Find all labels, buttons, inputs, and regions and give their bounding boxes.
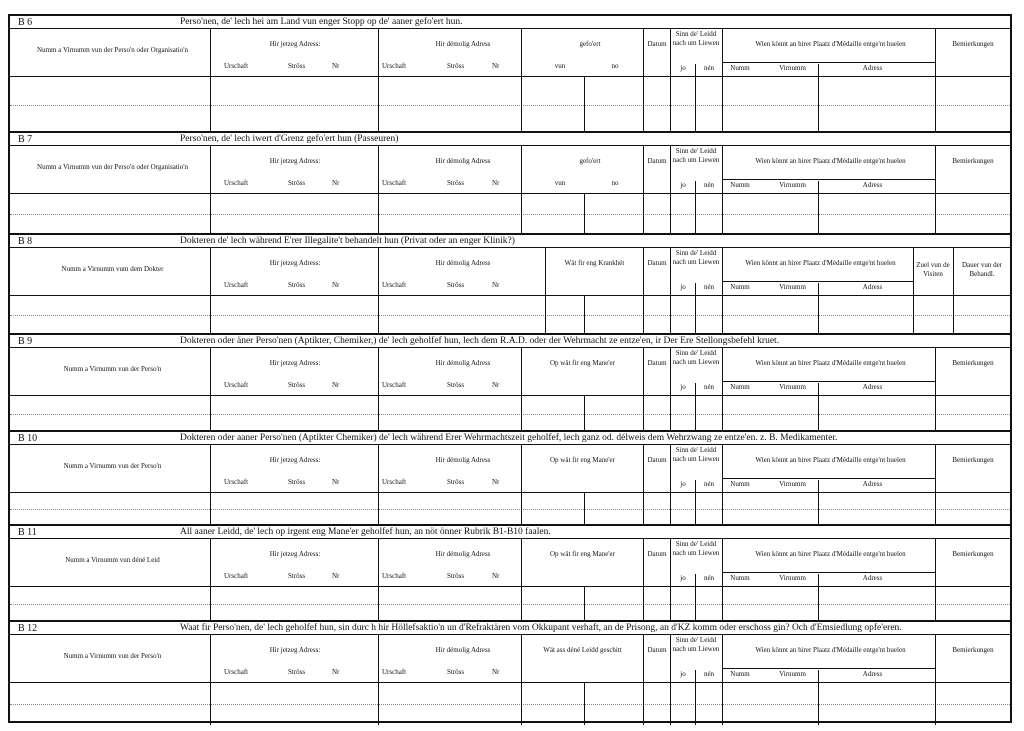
alive-header: Sinn de' Leidd nach um Liewen [672,636,720,653]
current-address-header: Hir jetzeg Adress: [269,646,321,654]
medal-name-subheader: Numm [730,283,750,291]
yes-subheader: jo [680,64,686,72]
medal-header: Wien könnt an hirer Plaatz d'Médaille entge'nt huelen [755,550,906,558]
medal-name-subheader: Numm [730,181,750,189]
former-address-header: Hir démolig Adress [435,646,491,654]
section-b12 [8,620,1012,723]
column-divider [722,28,723,133]
medal-address-subheader: Adress [862,181,883,189]
title-rule [10,538,1010,539]
extra-column-header: gefo'ert [579,157,601,165]
medal-address-subheader: Adress [862,283,883,291]
column-divider [695,480,696,526]
column-divider [584,492,585,526]
medal-address-subheader: Adress [862,480,883,488]
current-address-header: Hir jetzeg Adress: [269,157,321,165]
column-divider [722,538,723,622]
section-b9 [8,333,1012,430]
column-divider [584,682,585,725]
column-divider [913,247,914,335]
medal-first-subheader: Virnumm [779,181,806,189]
extra-column-header: Op wät fir eng Mane'er [549,550,615,558]
medal-first-subheader: Virnumm [779,283,806,291]
column-divider [935,444,936,526]
address-subheader: Urschaft [224,572,249,580]
column-divider [670,444,671,526]
alive-header: Sinn de' Leidd nach um Liewen [672,349,720,366]
date-header: Datum [647,456,667,464]
medal-first-subheader: Virnumm [779,64,806,72]
section-b7 [8,131,1012,233]
column-divider [722,444,723,526]
address-subheader: Nr [492,572,500,580]
column-divider [670,634,671,725]
remarks-header: Bemierkungen [952,550,994,558]
column-divider [695,64,696,133]
address-subheader: Urschaft [224,281,249,289]
section-b10 [8,430,1012,524]
column-divider [818,480,819,526]
column-divider [378,347,379,432]
title-rule [10,145,1010,146]
address-subheader: Ströss [447,281,465,289]
section-title: Perso'nen, de' lech iwert d'Grenz gefo'ert hun (Passeuren) [180,134,399,144]
section-code: B 6 [18,17,33,28]
section-title: Perso'nen, de' lech hei am Land vun enger Stopp op de' aaner gefo'ert hun. [180,17,463,27]
medal-subrule [722,179,935,180]
medal-subrule [722,572,935,573]
header-rule [10,395,1010,396]
former-address-header: Hir démolig Adress [435,456,491,464]
date-header: Datum [647,550,667,558]
former-address-header: Hir démolig Adress [435,259,491,267]
header-rule [10,682,1010,683]
remarks-header: Bemierkungen [952,359,994,367]
column-divider [584,586,585,622]
address-subheader: Ströss [288,381,306,389]
date-header: Datum [647,40,667,48]
title-rule [10,347,1010,348]
medal-address-subheader: Adress [862,64,883,72]
address-subheader: Nr [492,62,500,70]
column-divider [818,283,819,335]
medal-header: Wien könnt an hirer Plaatz d'Médaille entge'nt huelen [755,40,906,48]
section-code: B 11 [18,527,37,538]
extra-column-header: Wät ass déné Leidd geschitt [543,646,622,654]
section-title: Waat fir Perso'nen, de' lech geholfef hun, sin durc h hir Höllefsaktio'n un d'Refraktären vom Okkupant verhaft, an de Prisong, an d'KZ komm oder erschoss gin? Och d'Emsiedlung opfe'eren. [180,623,902,633]
entry-row-line [10,414,1010,415]
extra-column-header: gefo'ert [579,40,601,48]
no-subheader: nén [703,181,715,189]
section-code: B 10 [18,433,38,444]
title-rule [10,634,1010,635]
section-b6 [8,14,1012,131]
alive-header: Sinn de' Leidd nach um Liewen [672,446,720,463]
address-subheader: Nr [332,179,340,187]
no-subheader: nén [703,383,715,391]
column-divider [695,670,696,725]
address-subheader: Urschaft [382,668,407,676]
name-column-header: Numm a Virnumm vun der Perso'n [63,652,162,660]
column-divider [818,574,819,622]
name-column-header: Numm a Virnumm vun der Perso'n [63,365,162,373]
column-divider [584,295,585,335]
column-divider [695,181,696,235]
no-subheader: nén [703,64,715,72]
column-divider [722,347,723,432]
column-divider [210,347,211,432]
former-address-header: Hir démolig Adress [435,40,491,48]
alive-header: Sinn de' Leidd nach um Liewen [672,540,720,557]
section-title: Dokteren de' lech während E'rer Illegalite't behandelt hun (Privat oder an enger Klinik?) [180,236,515,246]
column-divider [378,634,379,725]
column-divider [670,28,671,133]
column-divider [818,64,819,133]
address-subheader: Nr [492,381,500,389]
address-subheader: Urschaft [224,668,249,676]
from-subheader: vun [554,179,566,187]
remarks-header: Bemierkungen [952,646,994,654]
column-divider [670,145,671,235]
title-rule [10,28,1010,29]
section-code: B 8 [18,236,33,247]
column-divider [378,28,379,133]
address-subheader: Ströss [288,281,306,289]
entry-row-line [10,509,1010,510]
column-divider [722,634,723,725]
yes-subheader: jo [680,283,686,291]
column-divider [210,634,211,725]
title-rule [10,444,1010,445]
column-divider [378,247,379,335]
column-divider [722,247,723,335]
column-divider [378,444,379,526]
column-divider [818,383,819,432]
medal-subrule [722,62,935,63]
medal-address-subheader: Adress [862,383,883,391]
column-divider [818,670,819,725]
medal-name-subheader: Numm [730,383,750,391]
name-column-header: Numm a Virnumm vun der Perso'n oder Organisatio'n [37,46,188,54]
visits-header: Zuel vun de Visiten [916,261,950,278]
column-divider [584,76,585,133]
address-subheader: Ströss [447,381,465,389]
address-subheader: Urschaft [224,478,249,486]
to-subheader: no [611,62,619,70]
yes-subheader: jo [680,383,686,391]
alive-header: Sinn de' Leidd nach um Liewen [672,147,720,164]
column-divider [935,538,936,622]
address-subheader: Ströss [288,62,306,70]
column-divider [584,395,585,432]
address-subheader: Ströss [447,572,465,580]
address-subheader: Ströss [288,572,306,580]
medal-header: Wien könnt an hirer Plaatz d'Médaille entge'nt huelen [755,646,906,654]
address-subheader: Urschaft [382,381,407,389]
address-subheader: Nr [332,381,340,389]
address-subheader: Nr [492,478,500,486]
entry-row-line [10,315,1010,316]
current-address-header: Hir jetzeg Adress: [269,259,321,267]
column-divider [378,145,379,235]
section-title: Dokteren oder aaner Perso'nen (Aptikter Chemiker) de' lech während Erer Wehrmachtszeit geholfef, lech ganz od. délweis dem Wehrzwang ze entze'en. z. B. Medikamenter. [180,433,838,443]
column-divider [695,383,696,432]
entry-row-line [10,105,1010,106]
extra-column-header: Op wät fir eng Mane'er [549,456,615,464]
address-subheader: Urschaft [382,478,407,486]
address-subheader: Nr [492,281,500,289]
column-divider [953,247,954,335]
medal-address-subheader: Adress [862,670,883,678]
address-subheader: Urschaft [382,179,407,187]
date-header: Datum [647,359,667,367]
former-address-header: Hir démolig Adress [435,550,491,558]
former-address-header: Hir démolig Adress [435,359,491,367]
from-subheader: vun [554,62,566,70]
date-header: Datum [647,157,667,165]
alive-header: Sinn de' Leidd nach um Liewen [672,249,720,266]
current-address-header: Hir jetzeg Adress: [269,359,321,367]
medal-first-subheader: Virnumm [779,670,806,678]
address-subheader: Urschaft [382,572,407,580]
remarks-header: Bemierkungen [952,456,994,464]
column-divider [210,444,211,526]
header-rule [10,492,1010,493]
to-subheader: no [611,179,619,187]
medal-header: Wien könnt an hirer Plaatz d'Médaille entge'nt huelen [745,259,896,267]
header-rule [10,76,1010,77]
medal-first-subheader: Virnumm [779,480,806,488]
address-subheader: Urschaft [382,62,407,70]
title-rule [10,247,1010,248]
medal-subrule [722,281,913,282]
alive-header: Sinn de' Leidd nach um Liewen [672,30,720,47]
column-divider [210,145,211,235]
address-subheader: Urschaft [224,62,249,70]
no-subheader: nén [703,480,715,488]
address-subheader: Ströss [288,179,306,187]
section-b8 [8,233,1012,333]
column-divider [935,28,936,133]
address-subheader: Ströss [288,478,306,486]
address-subheader: Nr [332,62,340,70]
medal-first-subheader: Virnumm [779,574,806,582]
name-column-header: Numm a Virnumm vum dem Dokter [61,265,164,273]
address-subheader: Ströss [447,478,465,486]
address-subheader: Nr [492,179,500,187]
column-divider [670,347,671,432]
current-address-header: Hir jetzeg Adress: [269,456,321,464]
entry-row-line [10,214,1010,215]
address-subheader: Ströss [288,668,306,676]
column-divider [210,538,211,622]
section-b11 [8,524,1012,620]
entry-row-line [10,704,1010,705]
yes-subheader: jo [680,480,686,488]
section-title: All aaner Leidd, de' lech op irgent eng Mane'er geholfef hun, an nöt önner Rubrik B1-B10 faalen. [180,527,551,537]
medal-first-subheader: Virnumm [779,383,806,391]
yes-subheader: jo [680,574,686,582]
current-address-header: Hir jetzeg Adress: [269,40,321,48]
address-subheader: Ströss [447,668,465,676]
extra-column-header: Wät fir eng Krankhét [564,259,625,267]
date-header: Datum [647,646,667,654]
name-column-header: Numm a Virnumm vun déné Leid [65,556,160,564]
column-divider [545,247,546,335]
column-divider [935,145,936,235]
header-rule [10,295,1010,296]
address-subheader: Urschaft [224,381,249,389]
duration-header: Dauer vun der Behandl. [961,261,1003,278]
address-subheader: Nr [492,668,500,676]
column-divider [818,181,819,235]
no-subheader: nén [703,574,715,582]
section-code: B 9 [18,336,33,347]
section-code: B 7 [18,134,33,145]
yes-subheader: jo [680,181,686,189]
medal-address-subheader: Adress [862,574,883,582]
column-divider [210,247,211,335]
yes-subheader: jo [680,670,686,678]
column-divider [695,574,696,622]
medal-header: Wien könnt an hirer Plaatz d'Médaille entge'nt huelen [755,456,906,464]
date-header: Datum [647,259,667,267]
column-divider [670,538,671,622]
column-divider [722,145,723,235]
address-subheader: Ströss [447,179,465,187]
address-subheader: Urschaft [382,281,407,289]
address-subheader: Nr [332,668,340,676]
column-divider [378,538,379,622]
column-divider [695,283,696,335]
section-code: B 12 [18,623,38,634]
column-divider [935,347,936,432]
header-rule [10,586,1010,587]
column-divider [670,247,671,335]
medal-name-subheader: Numm [730,64,750,72]
address-subheader: Urschaft [224,179,249,187]
medal-subrule [722,668,935,669]
remarks-header: Bemierkungen [952,40,994,48]
extra-column-header: Op wät fir eng Mane'er [549,359,615,367]
medal-header: Wien könnt an hirer Plaatz d'Médaille entge'nt huelen [755,359,906,367]
entry-row-line [10,604,1010,605]
address-subheader: Nr [332,572,340,580]
medal-header: Wien könnt an hirer Plaatz d'Médaille entge'nt huelen [755,157,906,165]
address-subheader: Ströss [447,62,465,70]
address-subheader: Nr [332,478,340,486]
remarks-header: Bemierkungen [952,157,994,165]
section-title: Dokteren oder äner Perso'nen (Aptikter, Chemiker,) de' lech geholfef hun, lech dem R.A.D. oder der Wehrmacht ze entze'en, ir Der Ere Stellongsbefehl kruet. [180,336,780,346]
column-divider [584,193,585,235]
column-divider [935,634,936,725]
no-subheader: nén [703,283,715,291]
name-column-header: Numm a Virnumm vun der Perso'n [63,462,162,470]
medal-name-subheader: Numm [730,670,750,678]
current-address-header: Hir jetzeg Adress: [269,550,321,558]
medal-name-subheader: Numm [730,574,750,582]
column-divider [210,28,211,133]
no-subheader: nén [703,670,715,678]
medal-subrule [722,381,935,382]
former-address-header: Hir démolig Adress [435,157,491,165]
medal-subrule [722,478,935,479]
header-rule [10,193,1010,194]
address-subheader: Nr [332,281,340,289]
medal-name-subheader: Numm [730,480,750,488]
name-column-header: Numm a Virnumm vun der Perso'n oder Organisatio'n [37,163,188,171]
